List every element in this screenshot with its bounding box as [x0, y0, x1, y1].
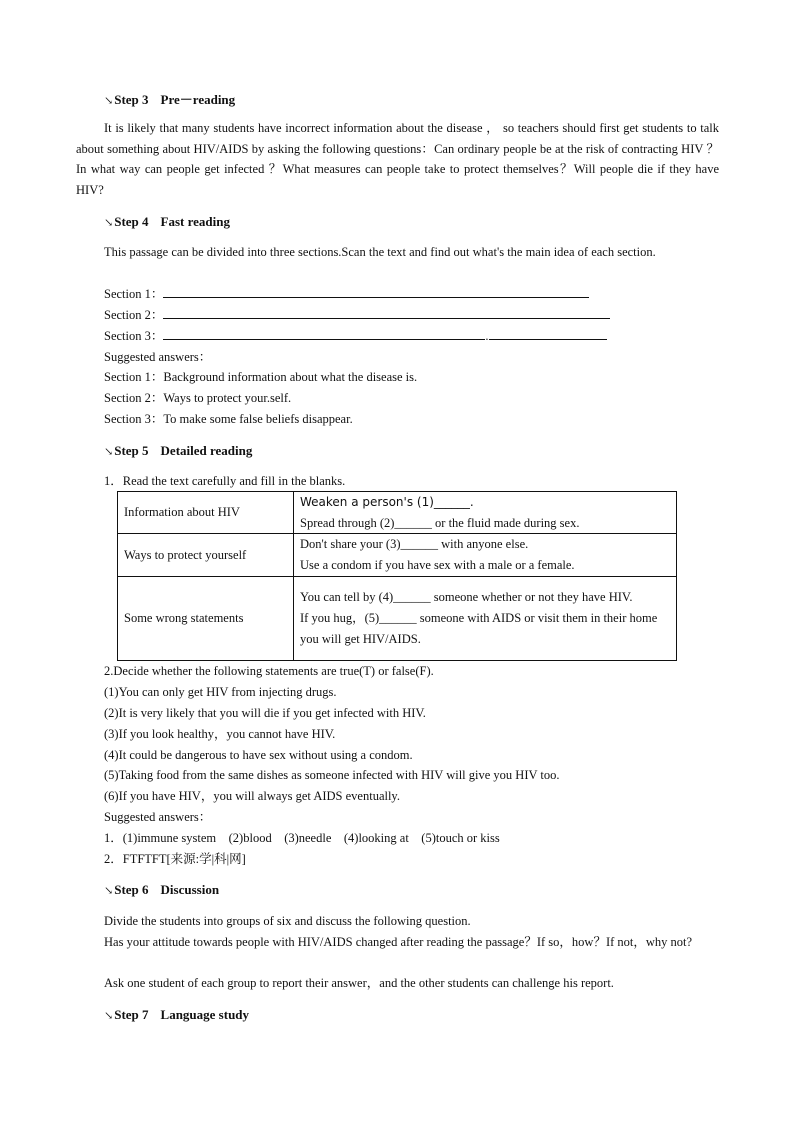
row3-label: Some wrong statements [118, 576, 294, 660]
section3-answer-blank-a[interactable] [163, 326, 485, 340]
step6-number: Step 6 [114, 882, 149, 897]
detailed-suggested-label: Suggested answers： [104, 810, 212, 824]
row3-content [294, 576, 677, 660]
section3-blank-line [104, 326, 607, 347]
fast-reading-answer-1: Section 1：Background information about what the disease is. [104, 370, 418, 384]
section2-answer-blank[interactable] [163, 305, 610, 319]
discussion-line-3: Ask one student of each group to report their answer，and the other students can challenge his report. [104, 976, 614, 990]
step5-number: Step 5 [114, 443, 149, 458]
table-row [118, 492, 677, 534]
statement-2: (2)It is very likely that you will die if you get infected with HIV. [104, 706, 426, 720]
section1-label: Section 1： [104, 287, 164, 301]
step6-heading [104, 882, 219, 898]
detailed-task2: 2.Decide whether the following statements are true(T) or false(F). [104, 664, 434, 678]
discussion-line-1: Divide the students into groups of six and discuss the following question. [104, 914, 471, 928]
row2-line1: Don't share your (3)______ with anyone else. [300, 537, 529, 552]
step4-heading [104, 214, 230, 230]
section3-dot: . [485, 329, 489, 343]
fast-reading-intro: This passage can be divided into three sections.Scan the text and find out what's the main idea of each section. [104, 245, 656, 259]
fast-reading-answer-3: Section 3：To make some false beliefs disappear. [104, 412, 353, 426]
row2-content [294, 534, 677, 576]
fill-in-table [117, 491, 677, 661]
step3-number: Step 3 [114, 92, 149, 107]
fast-reading-answer-2: Section 2：Ways to protect your.self. [104, 391, 292, 405]
detailed-answer-2: 2．FTFTFT[来源:学|科|网] [104, 852, 246, 866]
row1-line2: Spread through (2)______ or the fluid made during sex. [300, 515, 580, 530]
step5-heading [104, 443, 252, 459]
row2-label: Ways to protect yourself [118, 534, 294, 576]
statement-6: (6)If you have HIV，you will always get AIDS eventually. [104, 789, 400, 803]
section1-blank-line [104, 284, 589, 305]
row3-line2: If you hug，(5)______ someone with AIDS or visit them in their home you will get HIV/AIDS. [300, 610, 658, 646]
detailed-task1: 1．Read the text carefully and fill in the blanks. [104, 474, 346, 488]
step7-number: Step 7 [114, 1007, 149, 1022]
statement-5: (5)Taking food from the same dishes as someone infected with HIV will give you HIV too. [104, 768, 560, 782]
discussion-line-2: Has your attitude towards people with HIV/AIDS changed after reading the passage？If so，how？If not，why not? [104, 935, 693, 949]
fast-reading-suggested-label: Suggested answers： [104, 350, 212, 364]
section2-blank-line [104, 305, 610, 326]
step-arrow-icon: ↘ [104, 446, 114, 458]
step-arrow-icon: ↘ [104, 885, 114, 897]
statement-4: (4)It could be dangerous to have sex without using a condom. [104, 748, 413, 762]
step3-heading [104, 89, 235, 108]
row1-label: Information about HIV [118, 492, 294, 534]
step-arrow-icon: ↘ [104, 1010, 114, 1022]
step7-title: Language study [160, 1007, 250, 1022]
row1-line1: Weaken a person's (1)______. [300, 495, 474, 509]
step7-heading [104, 1007, 249, 1023]
section3-answer-blank-b[interactable] [489, 326, 607, 340]
row1-content [294, 492, 677, 534]
step5-title: Detailed reading [160, 443, 253, 458]
step4-title: Fast reading [160, 214, 230, 229]
table-row [118, 576, 677, 660]
row2-line2: Use a condom if you have sex with a male or a female. [300, 558, 575, 573]
step6-title: Discussion [160, 882, 220, 897]
step-arrow-icon: ↘ [104, 217, 114, 229]
table-row [118, 534, 677, 576]
step4-number: Step 4 [114, 214, 149, 229]
detailed-answer-1: 1．(1)immune system (2)blood (3)needle (4)looking at (5)touch or kiss [104, 831, 500, 845]
step-arrow-icon: ↘ [104, 95, 114, 107]
section2-label: Section 2： [104, 308, 164, 322]
section1-answer-blank[interactable] [163, 284, 589, 298]
statement-1: (1)You can only get HIV from injecting drugs. [104, 685, 337, 699]
section3-label: Section 3： [104, 329, 164, 343]
statement-3: (3)If you look healthy，you cannot have HIV. [104, 727, 336, 741]
pre-reading-paragraph: It is likely that many students have incorrect information about the disease ， so teachers should first get students to talk about something about HIV/AIDS by asking the following questions：Can ordinary people be at the risk of contracting HIV ？In what way can people get infected ？What measures can people take to protect themselves？Will people die if they have HIV? [76, 121, 719, 198]
step3-title: Pre－reading [160, 92, 236, 107]
row3-line1: You can tell by (4)______ someone whether or not they have HIV. [300, 590, 633, 605]
